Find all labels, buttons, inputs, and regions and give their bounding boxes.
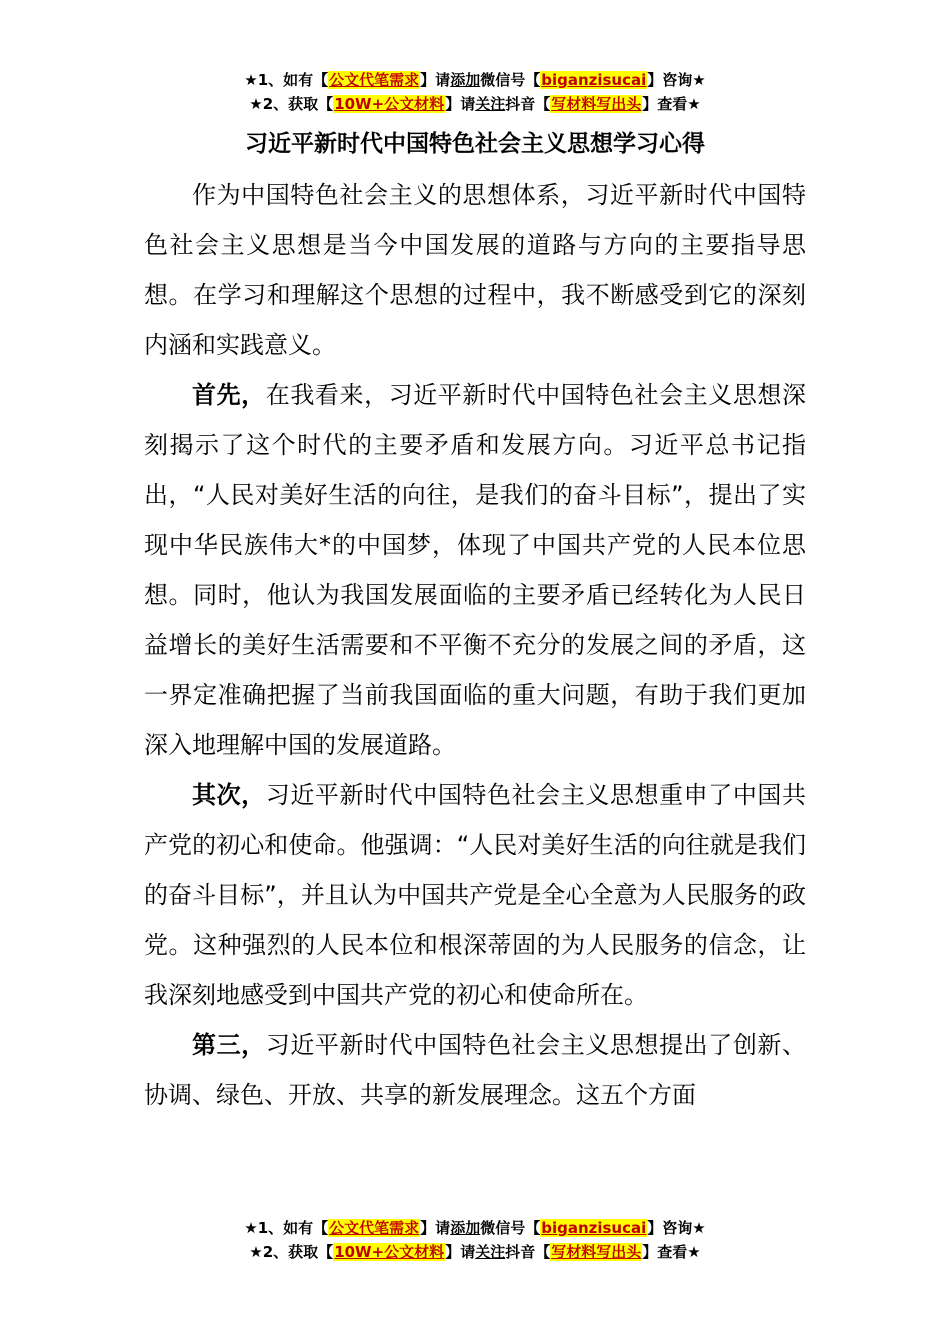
promo-text: ★2、获取【 [249,1243,334,1261]
paragraph-text: 在我看来，习近平新时代中国特色社会主义思想深刻揭示了这个时代的主要矛盾和发展方向。习近平总书记指出，“人民对美好生活的向往，是我们的奋斗目标”，提出了实现中华民族伟大*的中国梦，体现了中国共产党的人民本位思想。同时，他认为我国发展面临的主要矛盾已经转化为人民日益增长的美好生活需要和不平衡不充分的发展之间的矛盾，这一界定准确把握了当前我国面临的重大问题，有助于我们更加深入地理解中国的发展道路。 [144,381,806,759]
paragraph-text: 习近平新时代中国特色社会主义思想重申了中国共产党的初心和使命。他强调：“人民对美好生活的向往就是我们的奋斗目标”，并且认为中国共产党是全心全意为人民服务的政党。这种强烈的人民本位和根深蒂固的为人民服务的信念，让我深刻地感受到中国共产党的初心和使命所在。 [144,781,806,1009]
paragraph-third [144,1020,806,1120]
promo-highlight: 公文代笔需求 [329,1219,420,1237]
promo-text: 抖音【 [505,1243,551,1261]
promo-text: 抖音【 [505,95,551,113]
promo-highlight: 10W+公文材料 [334,1243,445,1261]
promo-text: 】查看★ [642,1243,701,1261]
promo-douyin-id: 写材料写出头 [551,1243,642,1261]
promo-text: 】请 [420,71,451,89]
footer-promo-banner [0,1216,950,1264]
promo-line-2 [0,1240,950,1264]
paragraph-intro [144,170,806,370]
promo-underlined: 关注 [475,95,506,113]
promo-text: 】查看★ [642,95,701,113]
promo-text: 】咨询★ [647,71,706,89]
promo-line-1 [0,68,950,92]
promo-text: 】请 [445,95,476,113]
document-body [144,170,806,1120]
promo-text: ★1、如有【 [244,71,329,89]
promo-underlined: 关注 [475,1243,506,1261]
promo-text: 】请 [445,1243,476,1261]
promo-text: 】咨询★ [647,1219,706,1237]
promo-text: ★2、获取【 [249,95,334,113]
promo-wechat-id: biganzisucai [541,71,647,89]
paragraph-lead: 首先， [192,381,266,409]
promo-text: 微信号【 [480,71,541,89]
promo-wechat-id: biganzisucai [541,1219,647,1237]
paragraph-lead: 第三， [192,1031,266,1059]
promo-underlined: 添加 [450,71,481,89]
promo-underlined: 添加 [450,1219,481,1237]
promo-highlight: 公文代笔需求 [329,71,420,89]
promo-text: ★1、如有【 [244,1219,329,1237]
promo-douyin-id: 写材料写出头 [551,95,642,113]
promo-line-2 [0,92,950,116]
paragraph-second [144,770,806,1020]
promo-line-1 [0,1216,950,1240]
promo-text: 】请 [420,1219,451,1237]
paragraph-lead: 其次， [192,781,266,809]
promo-text: 微信号【 [480,1219,541,1237]
paragraph-text: 作为中国特色社会主义的思想体系，习近平新时代中国特色社会主义思想是当今中国发展的道路与方向的主要指导思想。在学习和理解这个思想的过程中，我不断感受到它的深刻内涵和实践意义。 [144,181,806,359]
paragraph-text: 习近平新时代中国特色社会主义思想提出了创新、协调、绿色、开放、共享的新发展理念。这五个方面 [144,1031,806,1109]
paragraph-first [144,370,806,770]
document-title: 习近平新时代中国特色社会主义思想学习心得 [245,131,705,157]
promo-highlight: 10W+公文材料 [334,95,445,113]
header-promo-banner [0,68,950,116]
